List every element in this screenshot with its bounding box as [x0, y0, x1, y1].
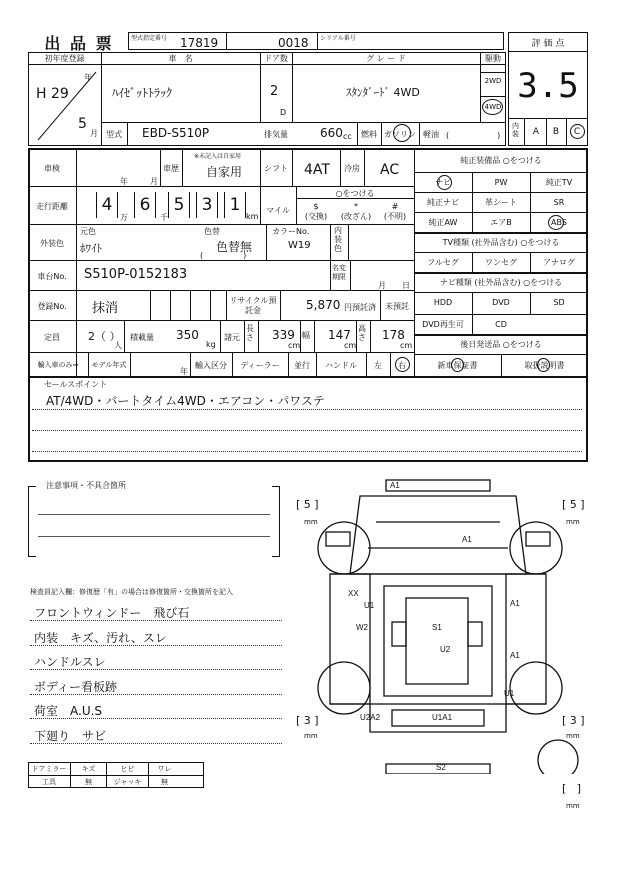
- tread-fr: [ 5 ]: [562, 498, 585, 511]
- color-no-label: カラーNo.: [272, 227, 310, 236]
- mm-fr: mm: [566, 518, 580, 526]
- hei-unit: cm: [400, 341, 413, 350]
- use-label: 車歴: [163, 163, 179, 173]
- equip-item: SD: [553, 298, 565, 307]
- equip-item: ワンセグ: [485, 258, 517, 267]
- color-change: 色替無: [216, 240, 253, 254]
- mark-right-rear-wheel: U1: [504, 689, 515, 698]
- len-unit: cm: [288, 341, 301, 350]
- cd-label: CD: [495, 320, 507, 329]
- later-title: 後日発送品 ○をつける: [460, 340, 542, 349]
- mark-left-door: U1: [364, 601, 375, 610]
- mark-hood: A1: [462, 535, 472, 544]
- mileage-digit: 6: [134, 192, 156, 218]
- handle-left: 左: [374, 360, 382, 370]
- mileage-label: 走行距離: [36, 201, 68, 211]
- import-parallel: 並行: [294, 360, 310, 370]
- drive-4wd: 4WD: [484, 103, 502, 111]
- import-label: 輸入車のみ⇒: [37, 361, 79, 369]
- interior-b: B: [552, 127, 560, 137]
- mileage-digit: 1: [224, 192, 246, 218]
- mark-bed-1: S1: [432, 623, 442, 632]
- recycle: 5,870: [306, 298, 341, 312]
- car-name: ﾊｲｾﾞｯﾄﾄﾗｯｸ: [112, 86, 173, 100]
- mileage-digit: 4: [96, 192, 118, 218]
- tools-cell: ヒビ: [106, 762, 148, 775]
- handle-label: ハンドル: [325, 360, 357, 370]
- tools-cell: 無: [70, 775, 106, 788]
- capacity-label: 定員: [44, 332, 60, 342]
- navi-title: ナビ種類 (社外品含む) ○をつける: [439, 278, 563, 287]
- tread-rr: [ 3 ]: [562, 714, 585, 727]
- tools-cell: ワレ: [148, 762, 180, 775]
- manual-circle: [537, 358, 550, 372]
- equip-item: フルセグ: [427, 258, 459, 267]
- mark-rear-center: U1A1: [432, 713, 453, 722]
- capacity: 2（ ）: [88, 330, 121, 343]
- door-suffix: D: [280, 108, 287, 117]
- capacity-unit: 人: [114, 341, 122, 350]
- equip-item: HDD: [433, 298, 453, 307]
- wid-label: 幅: [302, 331, 310, 340]
- tools-cell: ジャッキ: [106, 775, 148, 788]
- len-label: 長さ: [246, 324, 254, 342]
- inspector-note: ハンドルスレ: [34, 655, 106, 669]
- height: 178: [382, 328, 405, 342]
- interior-c-circle: [570, 124, 585, 139]
- reg-month: 5: [78, 116, 87, 132]
- color-change-paren: ( ): [200, 251, 247, 260]
- orig-color: ﾎﾜｲﾄ: [80, 242, 102, 255]
- length: 339: [272, 328, 295, 342]
- handle-right-circle: [395, 357, 410, 372]
- tv-title: TV種類 (社外品含む) ○をつける: [442, 238, 560, 247]
- doors-label: ドア数: [264, 54, 288, 63]
- interior-c: C: [573, 127, 581, 137]
- tools-cell: キズ: [70, 762, 106, 775]
- dim-label: 諸元: [224, 332, 240, 342]
- first-reg-label: 初年度登録: [44, 54, 85, 63]
- reg-label: 登録No.: [37, 301, 67, 311]
- tools-cell: ドアミラー: [31, 764, 67, 773]
- car-name-label: 車 名: [168, 54, 193, 63]
- mile-label: マイル: [266, 205, 290, 215]
- recycle-unit: 円預託済: [344, 303, 376, 312]
- model: EBD-S510P: [142, 126, 210, 140]
- inspector-note: フロントウィンドー 飛び石: [34, 606, 190, 620]
- expiry-label: 名変期限: [332, 264, 346, 281]
- inspector-label: 検査員記入欄：修復歴「有」の場合は修復箇所・交換箇所を記入: [30, 588, 233, 596]
- import-cat-label: 輸入区分: [195, 360, 227, 370]
- fuel-gas-circle: [393, 124, 411, 142]
- swap-note: ○をつける: [335, 188, 375, 198]
- use-note: ※未記入は自家用: [194, 153, 242, 160]
- equip-title: 純正装備品 ○をつける: [460, 155, 542, 165]
- form-title: 出 品 票: [44, 33, 114, 53]
- color-no: W19: [288, 240, 311, 251]
- tread-fl: [ 5 ]: [296, 498, 319, 511]
- dvd-label: DVD再生可: [422, 320, 464, 329]
- swap-replaced: $ (交換): [304, 201, 328, 221]
- model-year-unit: 年: [180, 367, 188, 376]
- handle-right: 右: [398, 360, 406, 370]
- inspector-note: 内装 キズ、汚れ、スレ: [34, 630, 167, 645]
- navi-circle: [437, 175, 452, 190]
- interior-label: 内装: [512, 122, 519, 138]
- type-no-label: 型式指定番号: [131, 35, 168, 42]
- use: 自家用: [206, 165, 243, 179]
- mileage-digit: 5: [168, 192, 190, 218]
- grade: ｽﾀﾝﾀﾞｰﾄﾞ 4WD: [346, 86, 420, 99]
- drive-2wd: 2WD: [484, 77, 502, 85]
- unit-man: 万: [120, 213, 128, 222]
- mm-fl: mm: [304, 518, 318, 526]
- drive-label: 駆動: [485, 54, 501, 63]
- int-color-label: 内装色: [334, 226, 342, 253]
- recycle-unpaid: 未預託: [385, 301, 409, 311]
- load: 350: [176, 328, 199, 342]
- inspector-note: 下廻り サビ: [34, 728, 107, 743]
- later-warranty: 新車保証書: [437, 361, 478, 370]
- tread-spare: [ ]: [562, 782, 582, 795]
- import-dealer: ディーラー: [240, 360, 280, 370]
- abs-circle: [548, 215, 564, 230]
- fuel-label: 燃料: [361, 129, 377, 139]
- hei-label: 高さ: [358, 324, 366, 342]
- vehicle-damage-diagram: [290, 474, 590, 774]
- shift: 4AT: [304, 162, 330, 178]
- doors: 2: [270, 84, 279, 99]
- serial-label: シリアル番号: [320, 35, 356, 42]
- equip-item: ABS: [551, 218, 567, 227]
- shift-label: シフト: [264, 163, 288, 173]
- reg-no: 抹消: [92, 301, 119, 316]
- inspector-note: 荷室 A.U.S: [34, 704, 103, 718]
- mark-front-bumper: A1: [390, 481, 400, 490]
- later-manual: 取扱説明書: [524, 361, 565, 370]
- load-label: 積載量: [130, 332, 154, 342]
- fuel-gas: ガソリン: [384, 129, 416, 139]
- mark-bed-2: U2: [440, 645, 451, 654]
- equip-item: PW: [494, 178, 508, 187]
- mark-rear-bumper: S2: [436, 763, 446, 772]
- color-change-label: 色替: [204, 227, 220, 236]
- expiry-month: 月: [378, 281, 386, 290]
- wid-unit: cm: [344, 341, 357, 350]
- orig-color-label: 元色: [80, 227, 96, 236]
- sales-text: AT/4WD・パートタイム4WD・エアコン・パワステ: [46, 394, 325, 408]
- type-no: 17819: [180, 36, 219, 50]
- model-year-label: モデル年式: [91, 360, 127, 369]
- equip-item: SR: [553, 198, 565, 207]
- color-label: 外装色: [40, 238, 64, 248]
- shaken-year: 年: [120, 177, 128, 186]
- unit-km: km: [246, 212, 259, 221]
- equip-item: 純正TV: [545, 178, 573, 187]
- equip-item: ナビ: [435, 178, 451, 187]
- disp: 660: [320, 126, 343, 140]
- tread-rl: [ 3 ]: [296, 714, 319, 727]
- chassis: S510P-0152183: [84, 267, 188, 282]
- inspector-note: ボディー看板跡: [34, 679, 118, 694]
- month-unit: 月: [90, 129, 98, 138]
- mark-rear-left: U2A2: [360, 713, 381, 722]
- equip-item: エアB: [490, 218, 512, 227]
- swap-unknown: # (不明): [383, 201, 407, 221]
- score-value: 3.5: [517, 66, 579, 106]
- year-unit: 年: [84, 73, 92, 82]
- chassis-label: 車台No.: [37, 271, 67, 281]
- mark-right-front: A1: [510, 599, 520, 608]
- fuel-diesel: 軽油: [423, 129, 439, 139]
- drive-4wd-circle: [482, 99, 503, 115]
- model-label: 型式: [106, 129, 122, 139]
- mark-right-rear: A1: [510, 651, 520, 660]
- equip-item: アナログ: [543, 258, 575, 267]
- mark-roof-left: XX: [348, 589, 359, 598]
- sales-label: セールスポイント: [44, 380, 108, 389]
- expiry-day: 日: [402, 281, 410, 290]
- tools-cell: 無: [148, 775, 180, 788]
- tools-cell: 工具: [42, 777, 56, 786]
- equip-item: DVD: [492, 298, 510, 307]
- mileage-digit: 3: [196, 192, 218, 218]
- fuel-other: ( ): [446, 131, 501, 140]
- mark-left-side: W2: [356, 623, 368, 632]
- mm-rr: mm: [566, 732, 580, 740]
- width: 147: [328, 328, 351, 342]
- class-no: 0018: [278, 36, 309, 50]
- shaken-month: 月: [150, 177, 158, 186]
- notes-label: 注意事項・不具合箇所: [46, 481, 126, 490]
- interior-a: A: [532, 127, 540, 137]
- unit-sen: 千: [160, 213, 168, 222]
- ac-label: 冷房: [344, 163, 360, 173]
- warranty-circle: [451, 358, 464, 372]
- equip-item: 革シート: [485, 198, 517, 207]
- swap-tampered: * (改ざん): [340, 201, 372, 221]
- era-year: H 29: [36, 86, 69, 102]
- grade-label: グ レ ー ド: [366, 54, 406, 63]
- recycle-label: リサイクル預託金: [229, 296, 277, 315]
- equip-item: 純正AW: [428, 218, 458, 227]
- disp-label: 排気量: [264, 129, 288, 139]
- ac: AC: [380, 162, 400, 178]
- mm-spare: mm: [566, 802, 580, 810]
- equip-item: 純正ナビ: [427, 198, 459, 207]
- mm-rl: mm: [304, 732, 318, 740]
- disp-unit: cc: [343, 132, 352, 141]
- load-unit: kg: [206, 340, 216, 349]
- score-label: 評 価 点: [531, 38, 565, 49]
- shaken-label: 車検: [44, 163, 60, 173]
